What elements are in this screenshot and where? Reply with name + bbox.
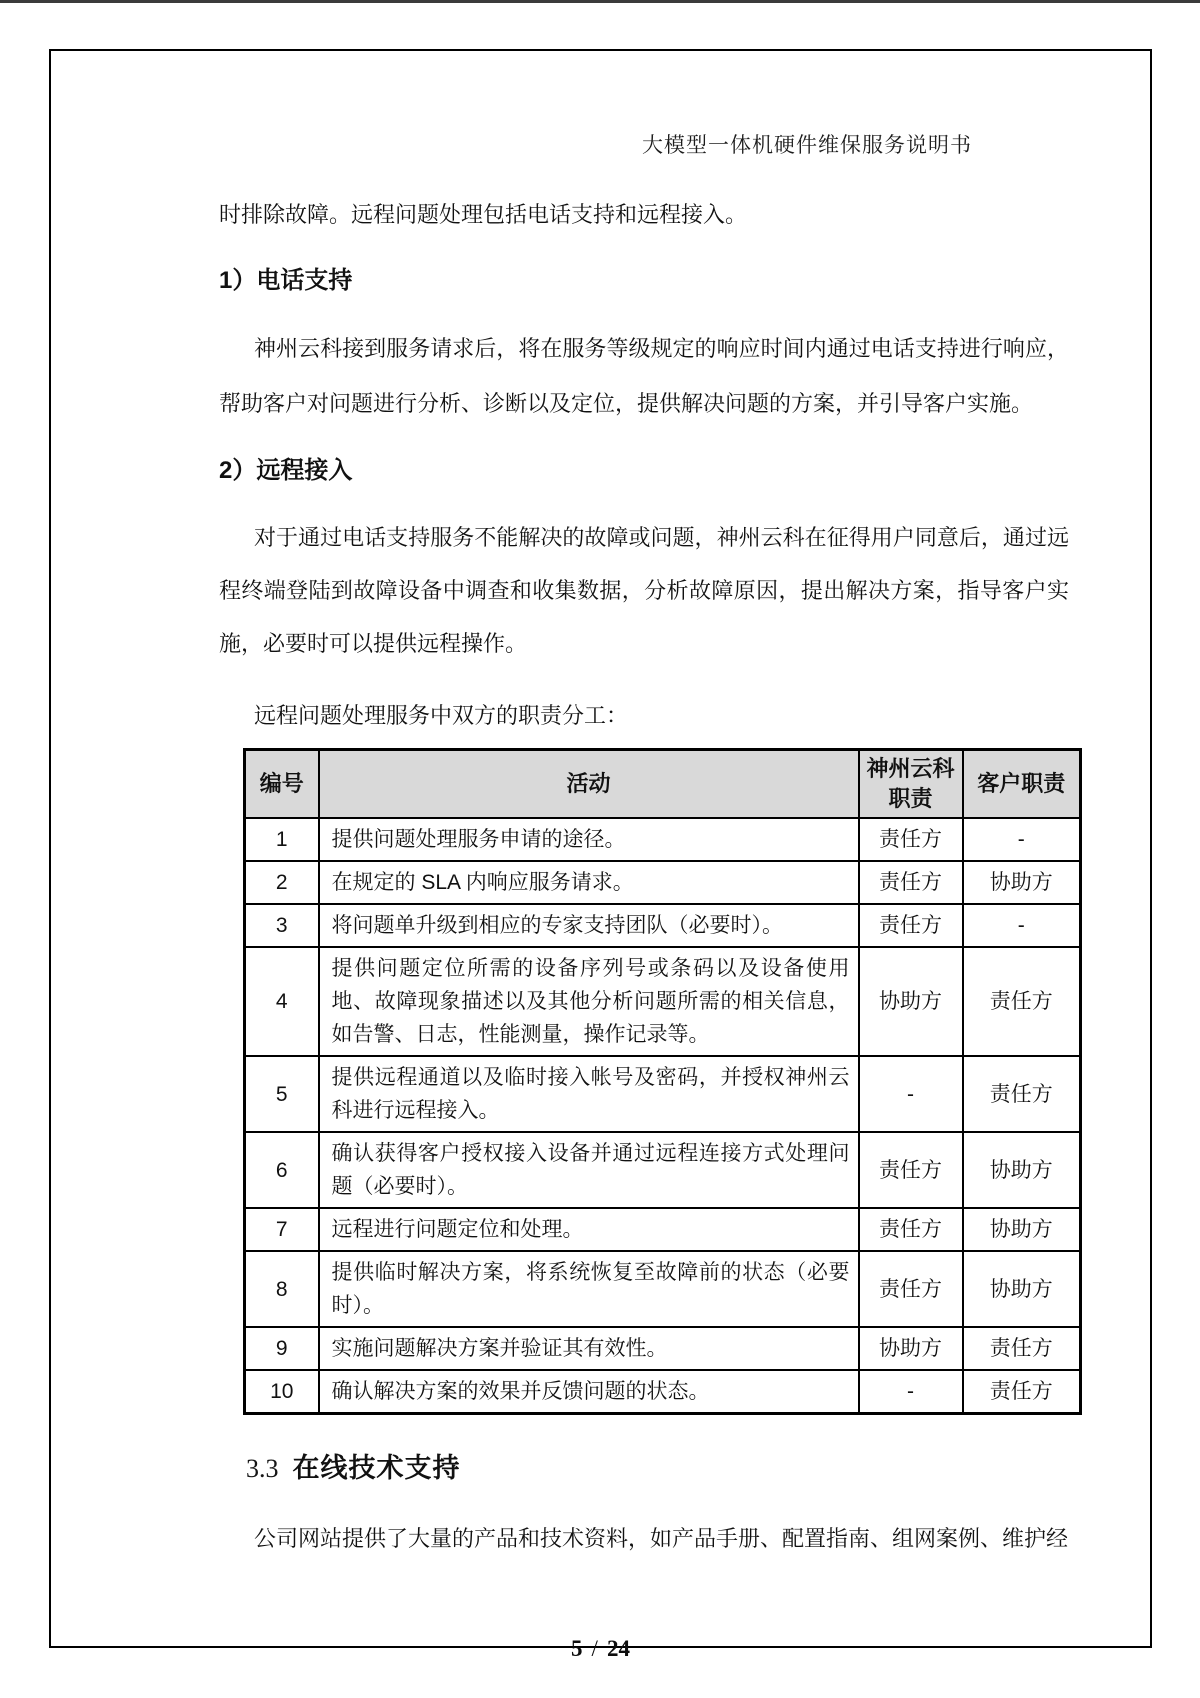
page-separator: / [591,1636,598,1661]
row-vendor-cell: - [859,1370,963,1414]
table-row [245,1327,1081,1370]
row-customer-cell: 协助方 [963,1251,1081,1327]
current-page-number: 5 [571,1636,583,1661]
column-header-activity: 活动 [319,750,859,819]
table-row [245,1056,1081,1132]
row-number-cell: 1 [245,818,319,861]
row-vendor-cell: - [859,1056,963,1132]
row-activity-cell: 提供远程通道以及临时接入帐号及密码，并授权神州云科进行远程接入。 [319,1056,859,1132]
row-vendor-cell: 责任方 [859,1208,963,1251]
responsibility-table [243,748,1082,1415]
table-row [245,1370,1081,1414]
row-activity-cell: 提供问题定位所需的设备序列号或条码以及设备使用地、故障现象描述以及其他分析问题所需的相关信息，如告警、日志，性能测量，操作记录等。 [319,947,859,1056]
row-vendor-cell: 协助方 [859,947,963,1056]
row-number-cell: 4 [245,947,319,1056]
heading-remote-access: 2）远程接入 [219,457,353,484]
row-number-cell: 10 [245,1370,319,1414]
document-header-title: 大模型一体机硬件维保服务说明书 [642,133,972,157]
row-vendor-cell: 责任方 [859,1251,963,1327]
column-header-number: 编号 [245,750,319,819]
table-row [245,1208,1081,1251]
total-page-count: 24 [606,1636,630,1661]
heading-online-technical-support [219,1443,1069,1494]
row-number-cell: 7 [245,1208,319,1251]
row-customer-cell: 协助方 [963,1208,1081,1251]
row-number-cell: 6 [245,1132,319,1208]
row-number-cell: 8 [245,1251,319,1327]
intro-paragraph: 时排除故障。远程问题处理包括电话支持和远程接入。 [219,202,748,227]
row-activity-cell: 提供临时解决方案，将系统恢复至故障前的状态（必要时）。 [319,1251,859,1327]
table-intro-line: 远程问题处理服务中双方的职责分工： [254,703,629,728]
row-customer-cell: 责任方 [963,1327,1081,1370]
row-number-cell: 3 [245,904,319,947]
row-number-cell: 2 [245,861,319,904]
section-number: 3.3 [246,1454,279,1483]
row-vendor-cell: 责任方 [859,818,963,861]
row-vendor-cell: 责任方 [859,1132,963,1208]
row-customer-cell: 责任方 [963,1056,1081,1132]
table-header-row [245,750,1081,819]
row-activity-cell: 确认解决方案的效果并反馈问题的状态。 [319,1370,859,1414]
row-vendor-cell: 责任方 [859,904,963,947]
section-title: 在线技术支持 [292,1453,461,1483]
scan-top-edge [0,0,1200,3]
table-row [245,818,1081,861]
row-customer-cell: 责任方 [963,947,1081,1056]
column-header-customer: 客户职责 [963,750,1081,819]
row-customer-cell: 责任方 [963,1370,1081,1414]
table-row [245,1251,1081,1327]
paragraph-remote-access: 对于通过电话支持服务不能解决的故障或问题，神州云科在征得用户同意后，通过远程终端登陆到故障设备中调查和收集数据，分析故障原因，提出解决方案，指导客户实施，必要时可以提供远程操作。 [219,525,1069,656]
page-border [49,49,1152,1661]
row-number-cell: 9 [245,1327,319,1370]
table-row [245,947,1081,1056]
row-vendor-cell: 责任方 [859,861,963,904]
table-row [245,861,1081,904]
row-customer-cell: 协助方 [963,1132,1081,1208]
row-customer-cell: - [963,904,1081,947]
heading-phone-support: 1）电话支持 [219,267,353,294]
table-row [245,904,1081,947]
page-content [219,191,1069,1564]
row-activity-cell: 提供问题处理服务申请的途径。 [319,818,859,861]
row-activity-cell: 在规定的 SLA 内响应服务请求。 [319,861,859,904]
row-customer-cell: 协助方 [963,861,1081,904]
page-footer [51,1634,1150,1664]
row-customer-cell: - [963,818,1081,861]
paragraph-online-support: 公司网站提供了大量的产品和技术资料，如产品手册、配置指南、组网案例、维护经 [254,1526,1069,1551]
row-activity-cell: 将问题单升级到相应的专家支持团队（必要时）。 [319,904,859,947]
column-header-vendor: 神州云科职责 [859,750,963,819]
table-row [245,1132,1081,1208]
row-vendor-cell: 协助方 [859,1327,963,1370]
row-activity-cell: 确认获得客户授权接入设备并通过远程连接方式处理问题（必要时）。 [319,1132,859,1208]
paragraph-phone-support: 神州云科接到服务请求后，将在服务等级规定的响应时间内通过电话支持进行响应，帮助客户对问题进行分析、诊断以及定位，提供解决问题的方案，并引导客户实施。 [219,336,1069,416]
row-number-cell: 5 [245,1056,319,1132]
row-activity-cell: 远程进行问题定位和处理。 [319,1208,859,1251]
row-activity-cell: 实施问题解决方案并验证其有效性。 [319,1327,859,1370]
